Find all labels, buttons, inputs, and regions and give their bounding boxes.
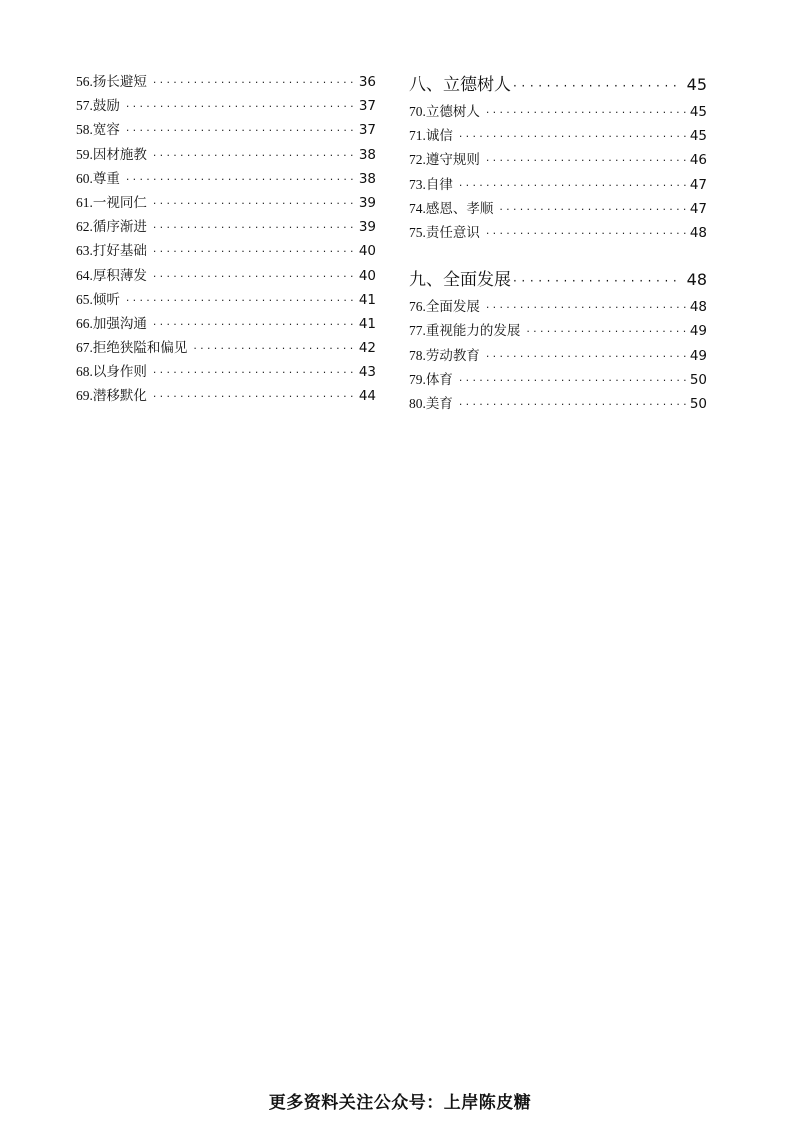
entry-page: 37 — [358, 122, 376, 139]
entry-number: 58. — [76, 122, 93, 138]
entry-number: 59. — [76, 146, 93, 162]
toc-entry[interactable] — [76, 143, 376, 167]
dot-leader — [153, 361, 357, 385]
entry-title: 美育 — [425, 395, 453, 412]
entry-number: 57. — [76, 98, 93, 114]
entry-number: 66. — [76, 315, 93, 331]
entry-title: 体育 — [425, 371, 453, 388]
entry-page: 50 — [689, 371, 707, 388]
dot-leader — [459, 393, 688, 417]
entry-number: 65. — [76, 291, 93, 307]
entry-title: 倾听 — [92, 291, 120, 308]
entry-page: 47 — [689, 176, 707, 193]
entry-page: 40 — [358, 267, 376, 284]
entry-page: 47 — [689, 200, 707, 217]
entry-page: 50 — [689, 395, 707, 412]
section-page: 45 — [686, 75, 707, 94]
dot-leader — [153, 216, 357, 240]
dot-leader — [153, 240, 357, 264]
dot-leader — [126, 119, 357, 143]
dot-leader — [126, 168, 357, 192]
footer-promo-text: 更多资料关注公众号：上岸陈皮糖 — [268, 1093, 532, 1113]
entry-page: 42 — [358, 340, 376, 357]
entry-number: 76. — [409, 299, 426, 315]
toc-entry[interactable] — [409, 173, 707, 197]
entry-title: 宽容 — [92, 122, 120, 139]
entry-page: 48 — [689, 224, 707, 241]
entry-title: 遵守规则 — [425, 152, 480, 169]
entry-page: 41 — [358, 315, 376, 332]
entry-page: 45 — [689, 104, 707, 120]
entry-page: 36 — [358, 74, 376, 90]
entry-page: 37 — [358, 98, 376, 115]
entry-number: 61. — [76, 194, 93, 210]
entry-page: 49 — [689, 347, 707, 364]
toc-entry[interactable] — [76, 336, 376, 360]
entry-title: 诚信 — [425, 128, 453, 145]
toc-entry[interactable] — [76, 312, 376, 336]
entry-title: 加强沟通 — [92, 315, 147, 332]
entry-title: 因材施教 — [92, 146, 147, 163]
toc-entry[interactable] — [76, 215, 376, 239]
toc-entry[interactable] — [409, 295, 707, 319]
toc-entry[interactable] — [76, 288, 376, 312]
dot-leader — [486, 222, 688, 246]
entry-title: 尊重 — [92, 170, 120, 187]
entry-title: 厚积薄发 — [92, 267, 147, 284]
dot-leader — [459, 369, 688, 393]
toc-entry[interactable] — [76, 167, 376, 191]
entry-page: 46 — [689, 152, 707, 169]
toc-entry[interactable] — [409, 197, 707, 221]
toc-right-column — [409, 70, 707, 416]
toc-entry[interactable] — [409, 124, 707, 148]
dot-leader — [486, 101, 688, 125]
entry-page: 39 — [358, 219, 376, 236]
section-gap — [409, 245, 707, 265]
entry-number: 70. — [409, 104, 426, 119]
toc-left-column — [76, 70, 376, 409]
entry-page: 41 — [358, 291, 376, 308]
dot-leader — [486, 296, 688, 320]
entry-number: 79. — [409, 371, 426, 387]
entry-number: 78. — [409, 347, 426, 363]
toc-entry[interactable] — [76, 118, 376, 142]
dot-leader — [153, 313, 357, 337]
entry-title: 潜移默化 — [92, 388, 147, 405]
entry-title: 全面发展 — [425, 299, 480, 316]
dot-leader — [499, 198, 687, 222]
entry-title: 劳动教育 — [425, 347, 480, 364]
toc-entry[interactable] — [409, 319, 707, 343]
entry-page: 38 — [358, 170, 376, 187]
dot-leader — [126, 289, 357, 313]
toc-entry[interactable] — [76, 239, 376, 263]
section-heading[interactable] — [409, 265, 707, 295]
section-page: 48 — [686, 270, 707, 290]
toc-entry[interactable] — [76, 360, 376, 384]
dot-leader — [513, 266, 677, 296]
dot-leader — [153, 71, 357, 95]
dot-leader — [153, 385, 357, 409]
entry-page: 48 — [689, 299, 707, 316]
entry-page: 43 — [358, 364, 376, 381]
entry-page: 38 — [358, 146, 376, 163]
entry-page: 49 — [689, 323, 707, 340]
toc-entry[interactable] — [409, 344, 707, 368]
entry-title: 重视能力的发展 — [425, 323, 521, 340]
entry-number: 68. — [76, 364, 93, 380]
entry-title: 循序渐进 — [92, 219, 147, 236]
entry-title: 以身作则 — [92, 364, 147, 381]
toc-entry[interactable] — [409, 148, 707, 172]
entry-title: 扬长避短 — [92, 74, 147, 90]
entry-number: 60. — [76, 170, 93, 186]
dot-leader — [153, 144, 357, 168]
entry-page: 39 — [358, 194, 376, 211]
entry-number: 62. — [76, 219, 93, 235]
entry-number: 80. — [409, 395, 426, 411]
entry-number: 73. — [409, 176, 426, 192]
toc-entry[interactable] — [76, 94, 376, 118]
entry-number: 69. — [76, 388, 93, 404]
section-heading[interactable] — [409, 70, 707, 100]
entry-page: 44 — [358, 388, 376, 405]
entry-number: 67. — [76, 340, 93, 356]
dot-leader — [153, 192, 357, 216]
dot-leader — [459, 174, 688, 198]
entry-title: 一视同仁 — [92, 194, 147, 211]
toc-entry[interactable] — [76, 70, 376, 94]
dot-leader — [126, 95, 357, 119]
dot-leader — [513, 71, 677, 101]
entry-number: 77. — [409, 323, 426, 339]
toc-entry[interactable] — [76, 384, 376, 408]
entry-title: 立德树人 — [425, 104, 480, 120]
entry-number: 74. — [409, 200, 426, 216]
dot-leader — [486, 149, 688, 173]
entry-title: 感恩、孝顺 — [425, 200, 494, 217]
toc-entry[interactable] — [409, 368, 707, 392]
section-title: 九、全面发展 — [409, 270, 511, 291]
toc-entry[interactable] — [76, 264, 376, 288]
toc-entry[interactable] — [409, 221, 707, 245]
toc-entry[interactable] — [409, 392, 707, 416]
entry-title: 打好基础 — [92, 243, 147, 260]
entry-number: 63. — [76, 243, 93, 259]
entry-number: 75. — [409, 224, 426, 240]
entry-title: 责任意识 — [425, 224, 480, 241]
dot-leader — [153, 265, 357, 289]
entry-number: 56. — [76, 74, 93, 89]
entry-number: 71. — [409, 128, 426, 144]
dot-leader — [459, 125, 688, 149]
dot-leader — [486, 345, 688, 369]
entry-page: 40 — [358, 243, 376, 260]
entry-title: 鼓励 — [92, 98, 120, 115]
entry-page: 45 — [689, 128, 707, 145]
entry-title: 自律 — [425, 176, 453, 193]
toc-entry[interactable] — [409, 100, 707, 124]
dot-leader — [193, 337, 356, 361]
entry-number: 64. — [76, 267, 93, 283]
entry-number: 72. — [409, 152, 426, 168]
dot-leader — [526, 320, 687, 344]
toc-entry[interactable] — [76, 191, 376, 215]
entry-title: 拒绝狭隘和偏见 — [92, 340, 188, 357]
section-title: 八、立德树人 — [409, 75, 511, 95]
